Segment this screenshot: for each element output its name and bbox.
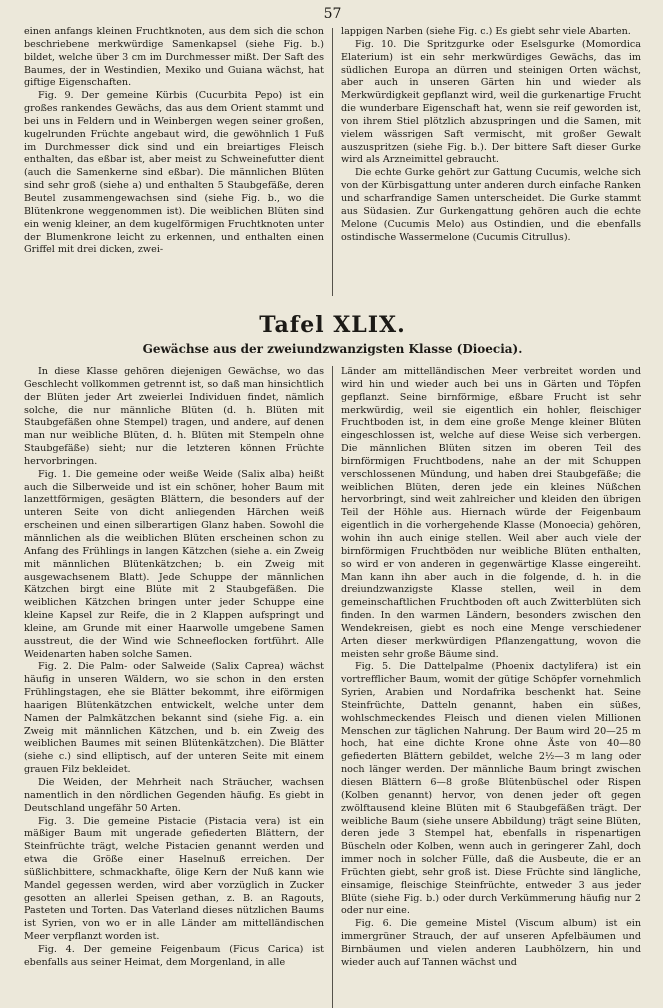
bottom-left-column [24,366,324,1008]
top-left-column [24,26,324,296]
paragraph: Die Weiden, der Mehrheit nach Sträucher, wachsen namentlich in den nördlichen Gegenden häufig. Es giebt in Deutschland ungefähr 50 Arten. [24,777,324,814]
paragraph: Fig. 4. Der gemeine Feigenbaum (Ficus Carica) ist ebenfalls aus seiner Heimat, dem Morgenland, in alle [24,943,324,968]
paragraph: Fig. 10. Die Spritzgurke oder Eselsgurke (Momordica Elaterium) ist ein sehr merkwürdiges Gewächs, das im südlichen Europa an dürren und steinigen Orten wächst, aber auch in unseren Gärten hin und wieder als Merkwürdigkeit gepflanzt wird, weil die gurkenartige Frucht die wunderbare Eigenschaft hat, wenn sie reif geworden ist, von ihrem Stiel plötzlich abzuspringen und die Samen, mit vielem wässrigen Saft vermischt, mit großer Gewalt auszuspritzen (siehe Fig. b.). Der bittere Saft dieser Gurke wird als Arzneimittel gebraucht. [341,38,641,166]
top-section [24,26,641,296]
column-divider [332,28,333,296]
paragraph: Fig. 6. Die gemeine Mistel (Viscum album) ist ein immergrüner Strauch, der auf unseren Apfelbäumen und Birnbäumen und vielen anderen Laubhölzern, hin und wieder auch auf Tannen wächst und [341,918,641,968]
plate-title: Tafel XLIX. [259,312,406,338]
paragraph: Die echte Gurke gehört zur Gattung Cucumis, welche sich von der Kürbisgattung unter anderen durch einfache Ranken und scharfrandige Samen unterscheidet. Die Gurke stammt aus Südasien. Zur Gurkengattung gehören auch die echte Melone (Cucumis Melo) aus Ostindien, und die ebenfalls ostindische Wassermelone (Cucumis Citrullus). [341,167,641,243]
paragraph: Fig. 3. Die gemeine Pistacie (Pistacia vera) ist ein mäßiger Baum mit ungerade gefiederten Blättern, der Steinfrüchte trägt, welche Pistacien genannt werden und etwa die Größe einer Haselnuß erreichen. Der süßlichbittere, schmackhafte, ölige Kern der Nuß kann wie Mandel gegessen werden, wird aber vorzüglich in Zucker gesotten an allerlei Speisen gethan, z. B. an Ragouts, Pasteten und Torten. Das Vaterland dieses nützlichen Baums ist Syrien, von wo er in alle Länder am mittelländischen Meer verpflanzt worden ist. [24,815,324,943]
paragraph: In diese Klasse gehören diejenigen Gewächse, wo das Geschlecht vollkommen getrennt ist, so daß man hinsichtlich der Blüten jeder Art zweierlei Individuen findet, nämlich solche, die nur männliche Blüten (d. h. Blüten mit Staubgefäßen ohne Stempel) tragen, und andere, auf denen man nur weibliche Blüten, d. h. Blüten mit Stempeln ohne Staubgefäße) sieht; nur die letzteren können Früchte hervorbringen. [24,366,324,467]
paragraph: Fig. 5. Die Dattelpalme (Phoenix dactylifera) ist ein vortrefflicher Baum, womit der gütige Schöpfer vornehmlich Syrien, Arabien und Nordafrika beschenkt hat. Seine Steinfrüchte, Datteln genannt, haben ein süßes, wohlschmeckendes Fleisch und dienen vielen Millionen Menschen zur täglichen Nahrung. Der Baum wird 20—25 m hoch, hat eine dichte Krone ohne Äste von 40—80 gefiederten Blättern gebildet, welche 2½—3 m lang oder noch länger werden. Der männliche Baum bringt zwischen diesen Blättern 6—8 große Blütenbüschel oder Rispen (Kolben genannt) hervor, von denen jeder oft gegen zwölftausend kleine Blüten mit 6 Staubgefäßen trägt. Der weibliche Baum (siehe unsere Abbildung) trägt seine Blüten, deren jede 3 Stempel hat, ebenfalls in rispenartigen Büscheln oder Kolben, wenn auch in geringerer Zahl, doch immer noch in solcher Fülle, daß die Ausbeute, die er an Früchten giebt, sehr groß ist. Diese Früchte sind längliche, einsamige, fleischige Steinfrüchte, entweder 3 aus jeder Blüte (siehe Fig. b.) oder durch Verkümmerung häufig nur 2 oder nur eine. [341,661,641,917]
paragraph: einen anfangs kleinen Fruchtknoten, aus dem sich die schon beschriebene merkwürdige Samenkapsel (siehe Fig. b.) bildet, welche über 3 cm im Durchmesser mißt. Der Saft des Baumes, der in Westindien, Mexiko und Guiana wächst, hat giftige Eigenschaften. [24,26,324,89]
bottom-right-column [341,366,641,1008]
paragraph: Länder am mittelländischen Meer verbreitet worden und wird hin und wieder auch bei uns in Gärten und Töpfen gepflanzt. Seine birnförmige, eßbare Frucht ist sehr merkwürdig, weil sie eigentlich ein hohler, fleischiger Fruchtboden ist, in dem eine große Menge kleiner Blüten eingeschlossen ist, welche auf diese Weise sich verbergen. Die männlichen Blüten sitzen im oberen Teil des birnförmigen Fruchtbodens, nahe an der mit Schuppen verschlossenen Mündung, und haben drei Staubgefäße; die weiblichen Blüten, deren jede ein kleines Nüßchen hervorbringt, sind weit zahlreicher und kleiden den übrigen Teil der Höhle aus. Hiernach würde der Feigenbaum eigentlich in die vorhergehende Klasse (Monoecia) gehören, wohin ihn auch einige stellen. Weil aber auch viele der birnförmigen Fruchtböden nur weibliche Blüten enthalten, so wird er von anderen in gegenwärtige Klasse eingereiht. Man kann ihn aber auch in die folgende, d. h. in die dreiundzwanzigste Klasse stellen, weil in dem gemeinschaftlichen Fruchtboden oft auch Zwitterblüten sich finden. In den warmen Ländern, besonders zwischen den Wendekreisen, giebt es noch eine Menge verschiedener Arten dieser merkwürdigen Pflanzengattung, wovon die meisten sehr große Bäume sind. [341,366,641,660]
bottom-section [24,366,641,1008]
top-right-column [341,26,641,296]
column-divider [332,366,333,1008]
paragraph: Fig. 2. Die Palm- oder Salweide (Salix Caprea) wächst häufig in unseren Wäldern, wo sie schon in den ersten Frühlingstagen, ehe sie Blätter bekommt, ihre eiförmigen haarigen Blütenkätzchen entwickelt, welche unter dem Namen der Palmkätzchen bekannt sind (siehe Fig. a. ein Zweig mit männlichen Kätzchen, und b. ein Zweig des weiblichen Baumes mit seinen Blütenkätzchen). Die Blätter (siehe c.) sind elliptisch, auf der unteren Seite mit einem grauen Filz bekleidet. [24,661,324,776]
page-number: 57 [323,6,342,22]
paragraph: Fig. 9. Der gemeine Kürbis (Cucurbita Pepo) ist ein großes rankendes Gewächs, das aus dem Orient stammt und bei uns in Feldern und in Weinbergen wegen seiner großen, kugelrunden Früchte angebaut wird, die gewöhnlich 1 Fuß im Durchmesser dick sind und ein breiartiges Fleisch enthalten, das eßbar ist, aber meist zu Schweinefutter dient (auch die Samenkerne sind eßbar). Die männlichen Blüten sind sehr groß (siehe a) und enthalten 5 Staubgefäße, deren Beutel zusammengewachsen sind (siehe Fig. b., wo die Blütenkrone weggenommen ist). Die weiblichen Blüten sind ein wenig kleiner, an dem kugelförmigen Fruchtknoten unter der Blumenkrone leicht zu erkennen, und enthalten einen Griffel mit drei dicken, zwei- [24,90,324,256]
paragraph: lappigen Narben (siehe Fig. c.) Es giebt sehr viele Abarten. [341,26,631,37]
paragraph: Fig. 1. Die gemeine oder weiße Weide (Salix alba) heißt auch die Silberweide und ist ein schöner, hoher Baum mit lanzettförmigen, gesägten Blättern, die besonders auf der unteren Seite von dicht anliegenden Härchen weiß erscheinen und einen silberartigen Glanz haben. Sowohl die männlichen als die weiblichen Blüten erscheinen schon zu Anfang des Frühlings in langen Kätzchen (siehe a. ein Zweig mit männlichen Blütenkätzchen; b. ein Zweig mit ausgewachsenem Blatt). Jede Schuppe der männlichen Kätzchen birgt eine Blüte mit 2 Staubgefäßen. Die weiblichen Kätzchen bringen unter jeder Schuppe eine kleine Kapsel zur Reife, die in 2 Klappen aufspringt und kleine, am Grunde mit einer Haarwolle umgebene Samen ausstreut, die der Wind wie Schneeflocken fortführt. Alle Weidenarten haben solche Samen. [24,468,324,660]
section-subtitle: Gewächse aus der zweiundzwanzigsten Klasse (Dioecia). [142,342,523,356]
